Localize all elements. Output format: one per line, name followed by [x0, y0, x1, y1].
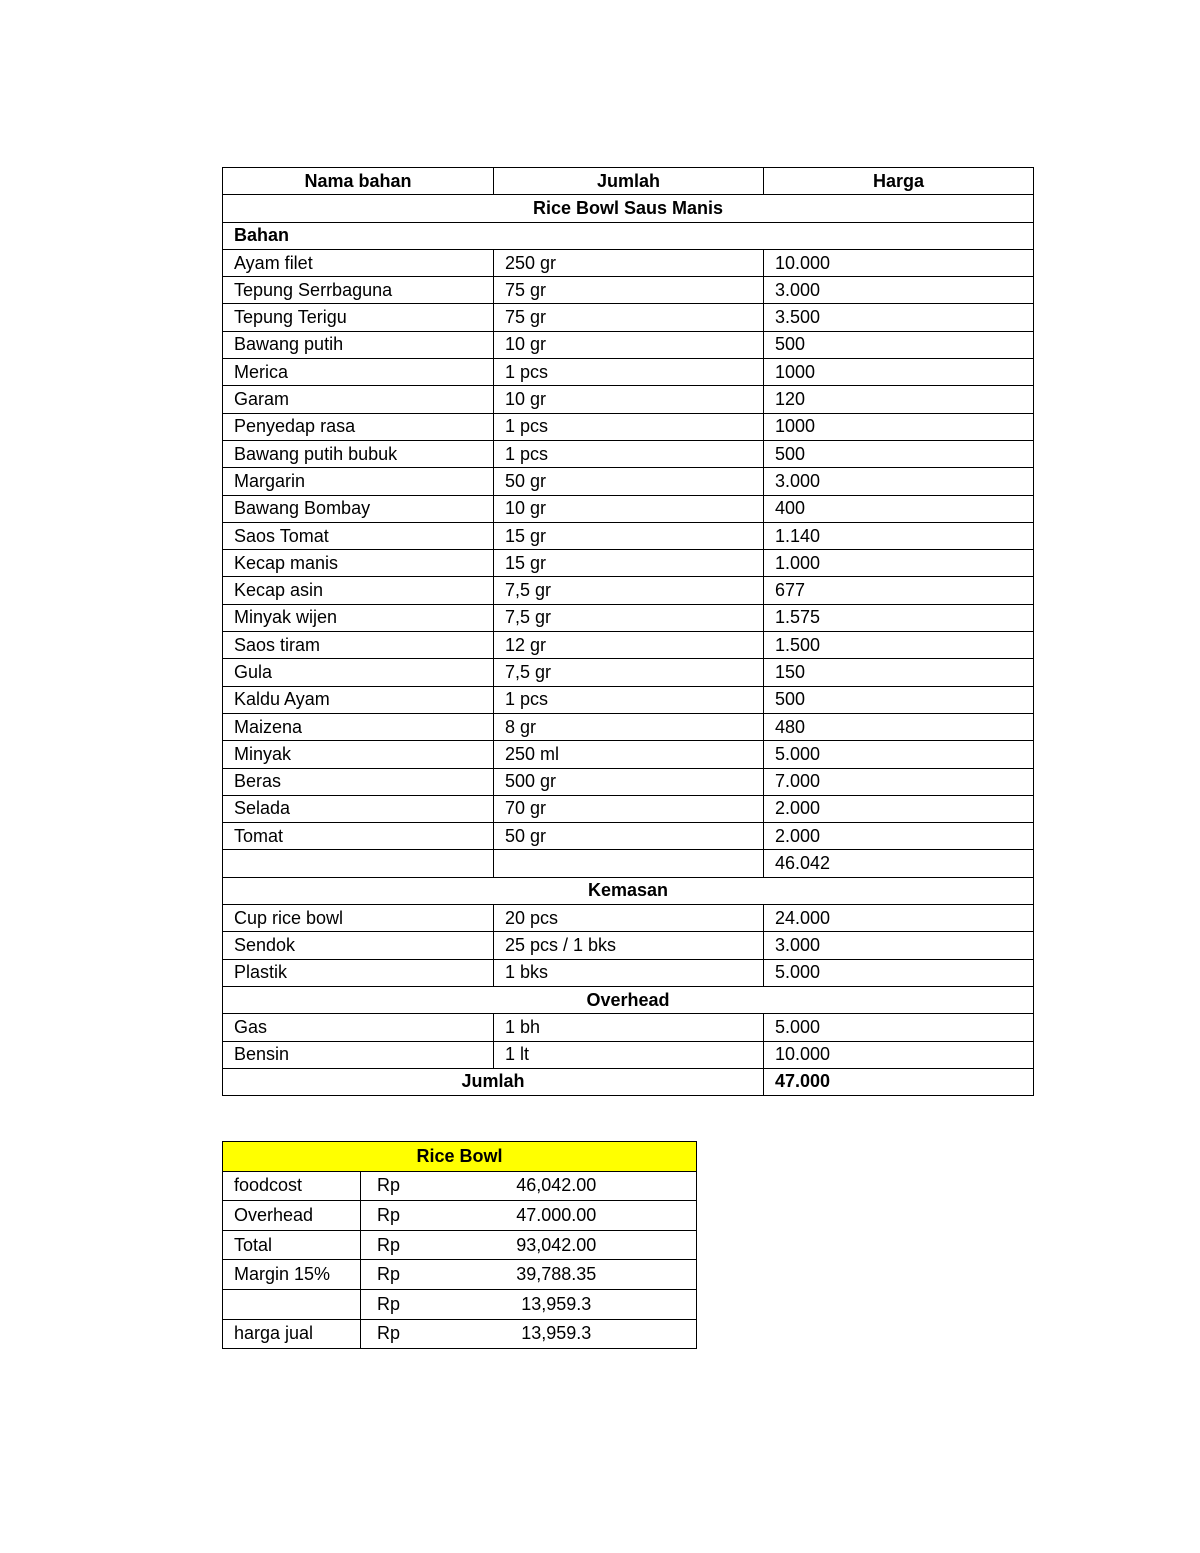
summary-label: Margin 15%: [223, 1260, 361, 1290]
item-price: 1.575: [764, 604, 1034, 631]
item-price: 500: [764, 686, 1034, 713]
item-quantity: 8 gr: [494, 713, 764, 740]
table-row: [223, 604, 1034, 631]
item-quantity: 250 ml: [494, 741, 764, 768]
currency-label: Rp: [361, 1260, 417, 1290]
item-quantity: 10 gr: [494, 331, 764, 358]
item-quantity: 12 gr: [494, 632, 764, 659]
summary-title-row: [223, 1142, 697, 1172]
overhead-section-label-row: [223, 986, 1034, 1013]
table-row: [223, 277, 1034, 304]
item-price: 2.000: [764, 795, 1034, 822]
item-price: 5.000: [764, 1014, 1034, 1041]
item-quantity: 50 gr: [494, 468, 764, 495]
item-price: 3.000: [764, 277, 1034, 304]
item-quantity: 1 lt: [494, 1041, 764, 1068]
item-price: 120: [764, 386, 1034, 413]
item-price: 480: [764, 713, 1034, 740]
item-price: 500: [764, 440, 1034, 467]
item-price: 150: [764, 659, 1034, 686]
item-name: Beras: [223, 768, 494, 795]
overhead-section-label: Overhead: [223, 986, 1034, 1013]
table-row: [223, 522, 1034, 549]
item-price: 1000: [764, 413, 1034, 440]
item-quantity: 7,5 gr: [494, 577, 764, 604]
item-name: Bensin: [223, 1041, 494, 1068]
item-quantity: 1 pcs: [494, 413, 764, 440]
recipe-title-row: [223, 195, 1034, 222]
price-summary-table: [222, 1141, 697, 1349]
item-name: Plastik: [223, 959, 494, 986]
item-price: 3.500: [764, 304, 1034, 331]
summary-amount: 39,788.35: [417, 1260, 697, 1290]
item-name: Saos tiram: [223, 632, 494, 659]
table-row: [223, 1289, 697, 1319]
table-row: [223, 1014, 1034, 1041]
item-price: 1.500: [764, 632, 1034, 659]
item-name: Minyak wijen: [223, 604, 494, 631]
ingredients-table-body: [223, 168, 1034, 1096]
table-row: [223, 686, 1034, 713]
bahan-section-label: Bahan: [223, 222, 1034, 249]
item-name: Kecap asin: [223, 577, 494, 604]
table-row: [223, 905, 1034, 932]
item-quantity: 250 gr: [494, 249, 764, 276]
kemasan-section-label-row: [223, 877, 1034, 904]
summary-label: Total: [223, 1230, 361, 1260]
recipe-title: Rice Bowl Saus Manis: [223, 195, 1034, 222]
item-price: 5.000: [764, 959, 1034, 986]
item-name: Maizena: [223, 713, 494, 740]
item-name: Tepung Terigu: [223, 304, 494, 331]
table-row: [223, 1230, 697, 1260]
total-label: Jumlah: [223, 1068, 764, 1095]
item-name: Gula: [223, 659, 494, 686]
total-row: [223, 1068, 1034, 1095]
table-row: [223, 550, 1034, 577]
item-quantity: 1 bh: [494, 1014, 764, 1041]
item-name: Ayam filet: [223, 249, 494, 276]
item-name: Kecap manis: [223, 550, 494, 577]
header-row: [223, 168, 1034, 195]
table-row: [223, 1041, 1034, 1068]
table-row: [223, 331, 1034, 358]
item-quantity: 50 gr: [494, 823, 764, 850]
summary-amount: 13,959.3: [417, 1319, 697, 1349]
item-name: Merica: [223, 359, 494, 386]
table-row: [223, 495, 1034, 522]
item-quantity: 500 gr: [494, 768, 764, 795]
item-name: Cup rice bowl: [223, 905, 494, 932]
table-row: [223, 440, 1034, 467]
item-price: 1000: [764, 359, 1034, 386]
item-price: 3.000: [764, 932, 1034, 959]
item-price: 24.000: [764, 905, 1034, 932]
item-price: 5.000: [764, 741, 1034, 768]
summary-label: Overhead: [223, 1201, 361, 1231]
bahan-subtotal: 46.042: [764, 850, 1034, 877]
item-quantity: 15 gr: [494, 550, 764, 577]
item-price: 1.140: [764, 522, 1034, 549]
item-price: 400: [764, 495, 1034, 522]
table-row: [223, 741, 1034, 768]
item-name: Saos Tomat: [223, 522, 494, 549]
item-quantity: 1 pcs: [494, 686, 764, 713]
table-row: [223, 386, 1034, 413]
table-row: [223, 932, 1034, 959]
item-quantity: 1 bks: [494, 959, 764, 986]
header-nama-bahan: Nama bahan: [223, 168, 494, 195]
item-quantity: 25 pcs / 1 bks: [494, 932, 764, 959]
table-row: [223, 413, 1034, 440]
item-name: Margarin: [223, 468, 494, 495]
table-row: [223, 304, 1034, 331]
item-name: Bawang putih: [223, 331, 494, 358]
item-name: Garam: [223, 386, 494, 413]
table-row: [223, 659, 1034, 686]
item-name: Tomat: [223, 823, 494, 850]
item-name: Bawang putih bubuk: [223, 440, 494, 467]
item-price: 500: [764, 331, 1034, 358]
currency-label: Rp: [361, 1171, 417, 1201]
summary-title: Rice Bowl: [223, 1142, 697, 1172]
kemasan-section-label: Kemasan: [223, 877, 1034, 904]
item-quantity: 10 gr: [494, 495, 764, 522]
table-row: [223, 713, 1034, 740]
item-price: 10.000: [764, 1041, 1034, 1068]
table-row: [223, 959, 1034, 986]
summary-amount: 47.000.00: [417, 1201, 697, 1231]
bahan-subtotal-row: [223, 850, 1034, 877]
summary-amount: 46,042.00: [417, 1171, 697, 1201]
table-row: [223, 768, 1034, 795]
item-quantity: 75 gr: [494, 277, 764, 304]
currency-label: Rp: [361, 1201, 417, 1231]
summary-amount: 13,959.3: [417, 1289, 697, 1319]
table-row: [223, 468, 1034, 495]
summary-label: [223, 1289, 361, 1319]
item-name: Tepung Serrbaguna: [223, 277, 494, 304]
item-name: Selada: [223, 795, 494, 822]
subtotal-empty-name: [223, 850, 494, 877]
item-price: 10.000: [764, 249, 1034, 276]
price-summary-body: [223, 1142, 697, 1349]
header-harga: Harga: [764, 168, 1034, 195]
table-row: [223, 632, 1034, 659]
item-price: 2.000: [764, 823, 1034, 850]
item-price: 677: [764, 577, 1034, 604]
table-row: [223, 795, 1034, 822]
item-quantity: 1 pcs: [494, 440, 764, 467]
item-quantity: 20 pcs: [494, 905, 764, 932]
bahan-section-row: [223, 222, 1034, 249]
item-quantity: 7,5 gr: [494, 604, 764, 631]
item-quantity: 7,5 gr: [494, 659, 764, 686]
summary-label: foodcost: [223, 1171, 361, 1201]
item-quantity: 70 gr: [494, 795, 764, 822]
item-quantity: 75 gr: [494, 304, 764, 331]
item-quantity: 10 gr: [494, 386, 764, 413]
item-price: 7.000: [764, 768, 1034, 795]
item-name: Gas: [223, 1014, 494, 1041]
item-quantity: 1 pcs: [494, 359, 764, 386]
table-row: [223, 359, 1034, 386]
item-name: Minyak: [223, 741, 494, 768]
table-row: [223, 1171, 697, 1201]
item-name: Bawang Bombay: [223, 495, 494, 522]
table-row: [223, 1201, 697, 1231]
table-row: [223, 249, 1034, 276]
header-jumlah: Jumlah: [494, 168, 764, 195]
table-row: [223, 1319, 697, 1349]
summary-amount: 93,042.00: [417, 1230, 697, 1260]
item-price: 1.000: [764, 550, 1034, 577]
item-price: 3.000: [764, 468, 1034, 495]
subtotal-empty-qty: [494, 850, 764, 877]
item-quantity: 15 gr: [494, 522, 764, 549]
ingredients-cost-table: [222, 167, 1034, 1096]
item-name: Penyedap rasa: [223, 413, 494, 440]
table-row: [223, 1260, 697, 1290]
total-value: 47.000: [764, 1068, 1034, 1095]
currency-label: Rp: [361, 1319, 417, 1349]
item-name: Kaldu Ayam: [223, 686, 494, 713]
currency-label: Rp: [361, 1230, 417, 1260]
currency-label: Rp: [361, 1289, 417, 1319]
summary-label: harga jual: [223, 1319, 361, 1349]
item-name: Sendok: [223, 932, 494, 959]
table-row: [223, 577, 1034, 604]
table-row: [223, 823, 1034, 850]
